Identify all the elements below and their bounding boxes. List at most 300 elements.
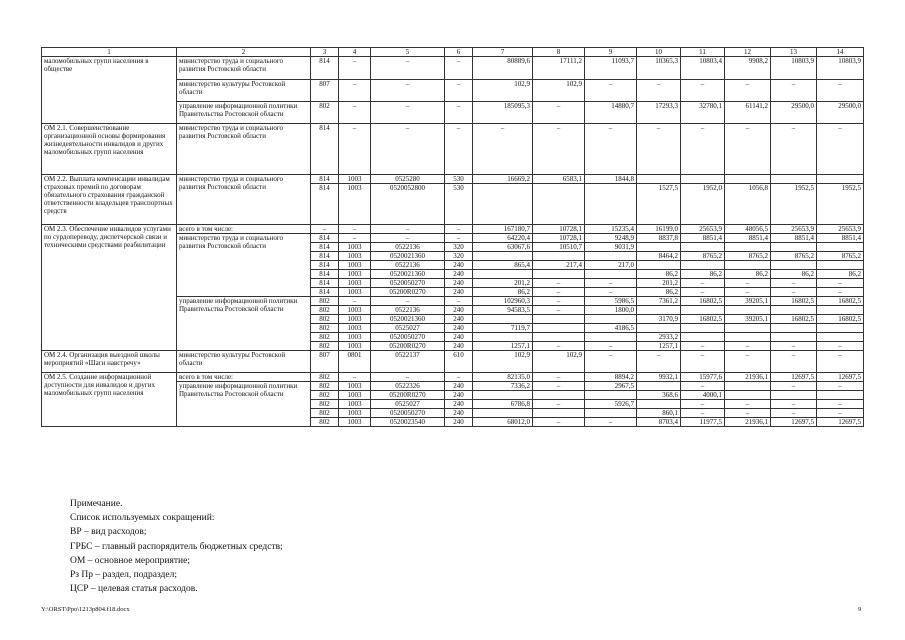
table-cell: 7336,2 xyxy=(473,382,533,391)
table-cell: – xyxy=(637,80,681,102)
table-row xyxy=(42,175,864,184)
table-cell: 814 xyxy=(311,243,339,252)
table-cell: 0520021360 xyxy=(371,270,445,279)
table-cell: 39205,1 xyxy=(725,315,771,324)
table-cell xyxy=(585,270,637,279)
table-cell: 814 xyxy=(311,184,339,225)
table-cell: 25653,9 xyxy=(771,225,817,234)
col-header-11: 11 xyxy=(681,48,725,57)
table-cell: – xyxy=(533,102,585,124)
table-cell: 16199,0 xyxy=(637,225,681,234)
table-cell: – xyxy=(817,342,864,351)
table-cell: 802 xyxy=(311,324,339,333)
table-cell xyxy=(533,184,585,225)
table-cell: – xyxy=(771,400,817,409)
table-cell: 9908,2 xyxy=(725,57,771,80)
table-cell: 12697,5 xyxy=(817,373,864,382)
table-cell: 8894,2 xyxy=(585,373,637,382)
table-cell: 10728,1 xyxy=(533,234,585,243)
table-cell: 240 xyxy=(445,391,473,400)
table-cell: 802 xyxy=(311,102,339,124)
table-cell: 17111,2 xyxy=(533,57,585,80)
table-cell: – xyxy=(817,400,864,409)
table-cell xyxy=(533,333,585,342)
table-cell: – xyxy=(533,124,585,175)
table-cell: – xyxy=(533,342,585,351)
table-cell: ОМ 2.5. Создание информационной доступности для инвалидов и других маломобильных групп населения xyxy=(42,373,177,427)
col-header-1: 1 xyxy=(42,48,177,57)
table-cell xyxy=(725,391,771,400)
table-cell: – xyxy=(681,351,725,373)
table-cell: 14880,7 xyxy=(585,102,637,124)
table-cell xyxy=(817,333,864,342)
notes-section xyxy=(70,497,283,596)
table-cell: 814 xyxy=(311,261,339,270)
table-cell: 0520050270 xyxy=(371,409,445,418)
table-cell: 814 xyxy=(311,279,339,288)
table-cell: 16802,5 xyxy=(771,297,817,306)
table-cell: 8464,2 xyxy=(637,252,681,261)
table-cell: – xyxy=(371,297,445,306)
table-cell xyxy=(585,333,637,342)
table-cell: – xyxy=(339,234,371,243)
table-cell xyxy=(533,324,585,333)
table-cell: – xyxy=(445,124,473,175)
table-cell: министерство труда и социального развития Ростовской области xyxy=(177,124,311,175)
table-cell xyxy=(473,391,533,400)
table-cell: – xyxy=(771,409,817,418)
table-cell: 6786,8 xyxy=(473,400,533,409)
table-cell: 1003 xyxy=(339,175,371,184)
table-cell: 25653,9 xyxy=(681,225,725,234)
table-cell: 82135,0 xyxy=(473,373,533,382)
table-cell: – xyxy=(585,342,637,351)
table-cell: 240 xyxy=(445,261,473,270)
table-cell: 17293,3 xyxy=(637,102,681,124)
table-cell: 8765,2 xyxy=(725,252,771,261)
table-cell: 05200R0270 xyxy=(371,391,445,400)
table-cell: – xyxy=(817,382,864,391)
col-header-10: 10 xyxy=(637,48,681,57)
col-header-12: 12 xyxy=(725,48,771,57)
table-row xyxy=(42,57,864,80)
table-cell: 1800,0 xyxy=(585,306,637,315)
table-cell: 1844,8 xyxy=(585,175,637,184)
file-path-footer: Y:\ORST\Ppo\1213p804.f18.docx xyxy=(41,606,130,613)
table-cell: – xyxy=(371,373,445,382)
table-cell: – xyxy=(339,373,371,382)
table-cell: 1527,5 xyxy=(637,184,681,225)
table-cell: 5926,7 xyxy=(585,400,637,409)
table-cell xyxy=(771,391,817,400)
table-cell: министерство труда и социального развития Ростовской области xyxy=(177,57,311,80)
table-cell: 814 xyxy=(311,124,339,175)
table-cell xyxy=(637,261,681,270)
table-cell: 11977,5 xyxy=(681,418,725,427)
table-cell xyxy=(637,400,681,409)
table-cell: – xyxy=(681,342,725,351)
col-header-3: 3 xyxy=(311,48,339,57)
table-cell: 16802,5 xyxy=(817,297,864,306)
table-cell: 814 xyxy=(311,270,339,279)
table-cell: 0525027 xyxy=(371,324,445,333)
table-cell: 240 xyxy=(445,382,473,391)
table-cell xyxy=(725,324,771,333)
table-cell: – xyxy=(817,80,864,102)
table-cell: – xyxy=(371,80,445,102)
table-cell: 86,2 xyxy=(637,270,681,279)
table-cell: 802 xyxy=(311,409,339,418)
table-cell: – xyxy=(445,102,473,124)
abbreviations-title: Список используемых сокращений: xyxy=(70,513,215,524)
table-cell: – xyxy=(681,288,725,297)
table-row xyxy=(42,351,864,373)
col-header-14: 14 xyxy=(817,48,864,57)
table-cell xyxy=(817,306,864,315)
table-cell: 10510,7 xyxy=(533,243,585,252)
table-cell: – xyxy=(533,373,585,382)
table-cell: 1257,1 xyxy=(637,342,681,351)
table-cell: 807 xyxy=(311,351,339,373)
table-cell: 1003 xyxy=(339,418,371,427)
table-cell: 0520050270 xyxy=(371,279,445,288)
table-cell: 0522326 xyxy=(371,382,445,391)
table-cell: – xyxy=(725,80,771,102)
table-cell: 0520021360 xyxy=(371,252,445,261)
table-cell: – xyxy=(817,351,864,373)
table-cell: 4000,1 xyxy=(681,391,725,400)
table-cell: 6583,1 xyxy=(533,175,585,184)
table-cell xyxy=(681,243,725,252)
table-cell: 530 xyxy=(445,175,473,184)
table-cell: 8851,4 xyxy=(725,234,771,243)
table-cell: – xyxy=(771,351,817,373)
table-cell: – xyxy=(533,400,585,409)
table-cell: 802 xyxy=(311,306,339,315)
table-cell xyxy=(473,184,533,225)
table-cell: – xyxy=(533,306,585,315)
table-cell: 240 xyxy=(445,315,473,324)
table-cell: – xyxy=(771,279,817,288)
table-cell: – xyxy=(725,288,771,297)
col-header-13: 13 xyxy=(771,48,817,57)
table-cell: 814 xyxy=(311,175,339,184)
table-cell: 1003 xyxy=(339,279,371,288)
table-cell: 21936,1 xyxy=(725,418,771,427)
table-cell: 2967,5 xyxy=(585,382,637,391)
table-cell: 102960,3 xyxy=(473,297,533,306)
table-cell xyxy=(473,315,533,324)
table-cell: 1003 xyxy=(339,306,371,315)
table-cell xyxy=(681,306,725,315)
table-cell: 0522136 xyxy=(371,261,445,270)
table-cell: – xyxy=(339,124,371,175)
table-cell: – xyxy=(533,418,585,427)
table-cell: 0525027 xyxy=(371,400,445,409)
table-cell: – xyxy=(445,373,473,382)
table-cell: 814 xyxy=(311,234,339,243)
table-cell: 10365,3 xyxy=(637,57,681,80)
table-cell: – xyxy=(817,409,864,418)
table-cell: – xyxy=(725,351,771,373)
table-cell: ОМ 2.1. Совершенствование организационной основы формирования жизнедеятельности инвалидов и других маломобильных групп населения xyxy=(42,124,177,175)
table-cell: 802 xyxy=(311,391,339,400)
table-cell: 802 xyxy=(311,342,339,351)
table-cell: – xyxy=(339,57,371,80)
table-cell: 102,9 xyxy=(473,80,533,102)
table-cell: – xyxy=(681,400,725,409)
table-cell: – xyxy=(445,80,473,102)
table-cell: 1952,5 xyxy=(817,184,864,225)
table-cell: 16802,5 xyxy=(817,315,864,324)
table-cell: 814 xyxy=(311,252,339,261)
table-cell: 240 xyxy=(445,409,473,418)
table-cell: 16802,5 xyxy=(681,315,725,324)
table-cell: 1003 xyxy=(339,324,371,333)
table-cell: 8765,2 xyxy=(681,252,725,261)
table-cell: 802 xyxy=(311,297,339,306)
table-cell: – xyxy=(817,288,864,297)
table-cell: 1003 xyxy=(339,333,371,342)
table-cell: 368,6 xyxy=(637,391,681,400)
table-cell: 3170,9 xyxy=(637,315,681,324)
table-cell: 15235,4 xyxy=(585,225,637,234)
table-cell xyxy=(473,409,533,418)
table-cell: 8851,4 xyxy=(771,234,817,243)
table-cell: – xyxy=(771,288,817,297)
table-cell: 530 xyxy=(445,184,473,225)
table-cell: – xyxy=(725,409,771,418)
table-cell: 1003 xyxy=(339,184,371,225)
table-cell: – xyxy=(339,225,371,234)
table-cell: всего в том числе: xyxy=(177,373,311,382)
col-header-4: 4 xyxy=(339,48,371,57)
table-cell: – xyxy=(637,351,681,373)
table-cell: 05200R0270 xyxy=(371,342,445,351)
table-cell: 32780,1 xyxy=(681,102,725,124)
table-cell: 10803,9 xyxy=(817,57,864,80)
table-cell: 5986,5 xyxy=(585,297,637,306)
table-cell xyxy=(817,261,864,270)
table-cell: 7361,2 xyxy=(637,297,681,306)
table-cell: 1003 xyxy=(339,342,371,351)
table-cell xyxy=(817,243,864,252)
table-cell: 1056,8 xyxy=(725,184,771,225)
table-cell: 86,2 xyxy=(473,288,533,297)
table-cell: 240 xyxy=(445,270,473,279)
table-cell: – xyxy=(445,57,473,80)
table-cell: ОМ 2.2. Выплата компенсации инвалидам страховых премий по договорам обязательного страхования гражданской ответственности владельцев транспортных средств xyxy=(42,175,177,225)
table-cell xyxy=(585,315,637,324)
table-cell: – xyxy=(681,382,725,391)
table-cell: 1952,0 xyxy=(681,184,725,225)
table-cell: управление информационной политики Правительства Ростовской области xyxy=(177,297,311,351)
table-cell: 0522136 xyxy=(371,306,445,315)
table-cell: 240 xyxy=(445,400,473,409)
table-cell: министерство культуры Ростовской области xyxy=(177,80,311,102)
abbreviation-item: Рз Пр – раздел, подраздел; xyxy=(70,570,177,581)
table-cell: 86,2 xyxy=(681,270,725,279)
table-cell: – xyxy=(533,382,585,391)
table-cell: – xyxy=(771,80,817,102)
table-cell xyxy=(681,333,725,342)
table-cell: 1003 xyxy=(339,243,371,252)
table-body xyxy=(42,48,864,427)
table-cell: – xyxy=(585,124,637,175)
table-cell: 10803,4 xyxy=(681,57,725,80)
table-cell: 86,2 xyxy=(771,270,817,279)
table-cell xyxy=(585,252,637,261)
table-cell: 8703,4 xyxy=(637,418,681,427)
table-cell: 1003 xyxy=(339,288,371,297)
table-cell: – xyxy=(339,80,371,102)
table-cell: 11093,7 xyxy=(585,57,637,80)
table-cell: 05200R0270 xyxy=(371,288,445,297)
table-cell xyxy=(681,324,725,333)
table-cell: 9932,1 xyxy=(637,373,681,382)
table-cell: – xyxy=(585,279,637,288)
table-cell xyxy=(771,175,817,184)
table-cell: 102,9 xyxy=(473,351,533,373)
table-cell: 4186,5 xyxy=(585,324,637,333)
table-cell: 167180,7 xyxy=(473,225,533,234)
table-cell xyxy=(585,184,637,225)
table-cell: – xyxy=(771,342,817,351)
abbreviation-item: ЦСР – целевая статья расходов. xyxy=(70,584,198,595)
table-cell xyxy=(817,324,864,333)
table-cell xyxy=(771,261,817,270)
table-cell: – xyxy=(445,297,473,306)
table-row xyxy=(42,373,864,382)
table-cell: 0520050270 xyxy=(371,333,445,342)
table-cell: – xyxy=(585,351,637,373)
table-cell: – xyxy=(445,225,473,234)
table-cell xyxy=(637,382,681,391)
abbreviation-item: ГРБС – главный распорядитель бюджетных средств; xyxy=(70,541,283,552)
table-cell: 814 xyxy=(311,57,339,80)
table-cell: – xyxy=(725,400,771,409)
table-cell xyxy=(817,391,864,400)
table-cell: 21936,1 xyxy=(725,373,771,382)
table-cell: 48056,5 xyxy=(725,225,771,234)
table-cell: 9031,9 xyxy=(585,243,637,252)
col-header-2: 2 xyxy=(177,48,311,57)
table-cell: 802 xyxy=(311,315,339,324)
table-cell: – xyxy=(585,80,637,102)
table-cell: 240 xyxy=(445,333,473,342)
table-cell: 9248,9 xyxy=(585,234,637,243)
table-cell: 0801 xyxy=(339,351,371,373)
table-cell: 1003 xyxy=(339,409,371,418)
table-cell: 10728,1 xyxy=(533,225,585,234)
table-cell xyxy=(473,270,533,279)
table-cell: управление информационной политики Правительства Ростовской области xyxy=(177,382,311,427)
table-cell: 802 xyxy=(311,333,339,342)
table-cell: 1003 xyxy=(339,382,371,391)
table-cell: – xyxy=(725,342,771,351)
table-cell: 802 xyxy=(311,382,339,391)
table-cell: 1003 xyxy=(339,261,371,270)
table-cell: 807 xyxy=(311,80,339,102)
table-cell: – xyxy=(771,124,817,175)
table-cell: 240 xyxy=(445,279,473,288)
table-cell: – xyxy=(681,124,725,175)
table-cell: ОМ 2.4. Организация выездной школы мероприятий «Шаги навстречу» xyxy=(42,351,177,373)
table-cell: 80889,6 xyxy=(473,57,533,80)
table-cell: – xyxy=(473,124,533,175)
col-header-5: 5 xyxy=(371,48,445,57)
table-cell: – xyxy=(817,124,864,175)
table-cell: – xyxy=(637,124,681,175)
table-cell xyxy=(725,243,771,252)
table-cell xyxy=(473,252,533,261)
table-cell: маломобильных групп населения в обществе xyxy=(42,57,177,124)
table-cell: 8765,2 xyxy=(771,252,817,261)
table-cell: 1257,1 xyxy=(473,342,533,351)
table-cell: 86,2 xyxy=(725,270,771,279)
table-cell: 240 xyxy=(445,324,473,333)
table-cell: 802 xyxy=(311,418,339,427)
table-cell: 1003 xyxy=(339,391,371,400)
table-cell: – xyxy=(371,124,445,175)
table-cell: 102,9 xyxy=(533,80,585,102)
abbreviation-item: ОМ – основное мероприятие; xyxy=(70,555,190,566)
col-header-6: 6 xyxy=(445,48,473,57)
table-cell: 86,2 xyxy=(637,288,681,297)
table-cell: – xyxy=(445,234,473,243)
table-cell: 63067,6 xyxy=(473,243,533,252)
table-cell: 39205,1 xyxy=(725,297,771,306)
table-cell: – xyxy=(725,279,771,288)
table-cell xyxy=(533,252,585,261)
table-cell: – xyxy=(371,102,445,124)
table-cell: – xyxy=(339,102,371,124)
table-cell: 802 xyxy=(311,400,339,409)
table-cell: 102,9 xyxy=(533,351,585,373)
col-header-9: 9 xyxy=(585,48,637,57)
table-cell: 8837,8 xyxy=(637,234,681,243)
table-cell: 320 xyxy=(445,243,473,252)
table-cell: – xyxy=(681,279,725,288)
table-cell: 240 xyxy=(445,288,473,297)
table-cell: – xyxy=(533,288,585,297)
table-cell xyxy=(771,243,817,252)
table-cell xyxy=(725,306,771,315)
table-cell: – xyxy=(371,225,445,234)
table-cell: 0522137 xyxy=(371,351,445,373)
table-cell xyxy=(725,333,771,342)
table-cell xyxy=(725,175,771,184)
table-cell: 1003 xyxy=(339,252,371,261)
table-cell xyxy=(473,333,533,342)
table-cell: – xyxy=(371,57,445,80)
table-cell: 16669,2 xyxy=(473,175,533,184)
table-cell: – xyxy=(817,279,864,288)
table-cell: ОМ 2.3. Обеспечение инвалидов услугами по сурдопереводу, диспетчерской связи и техническими средствами реабилитации xyxy=(42,225,177,351)
table-cell: министерство культуры Ростовской области xyxy=(177,351,311,373)
table-cell: 86,2 xyxy=(817,270,864,279)
table-cell: 25653,9 xyxy=(817,225,864,234)
table-cell: министерство труда и социального развития Ростовской области xyxy=(177,175,311,225)
table-cell: 0520052800 xyxy=(371,184,445,225)
table-cell xyxy=(637,306,681,315)
table-cell: 61141,2 xyxy=(725,102,771,124)
table-cell: 860,1 xyxy=(637,409,681,418)
table-cell: – xyxy=(585,418,637,427)
table-cell: 2933,2 xyxy=(637,333,681,342)
table-cell: – xyxy=(771,382,817,391)
table-cell: 94583,5 xyxy=(473,306,533,315)
